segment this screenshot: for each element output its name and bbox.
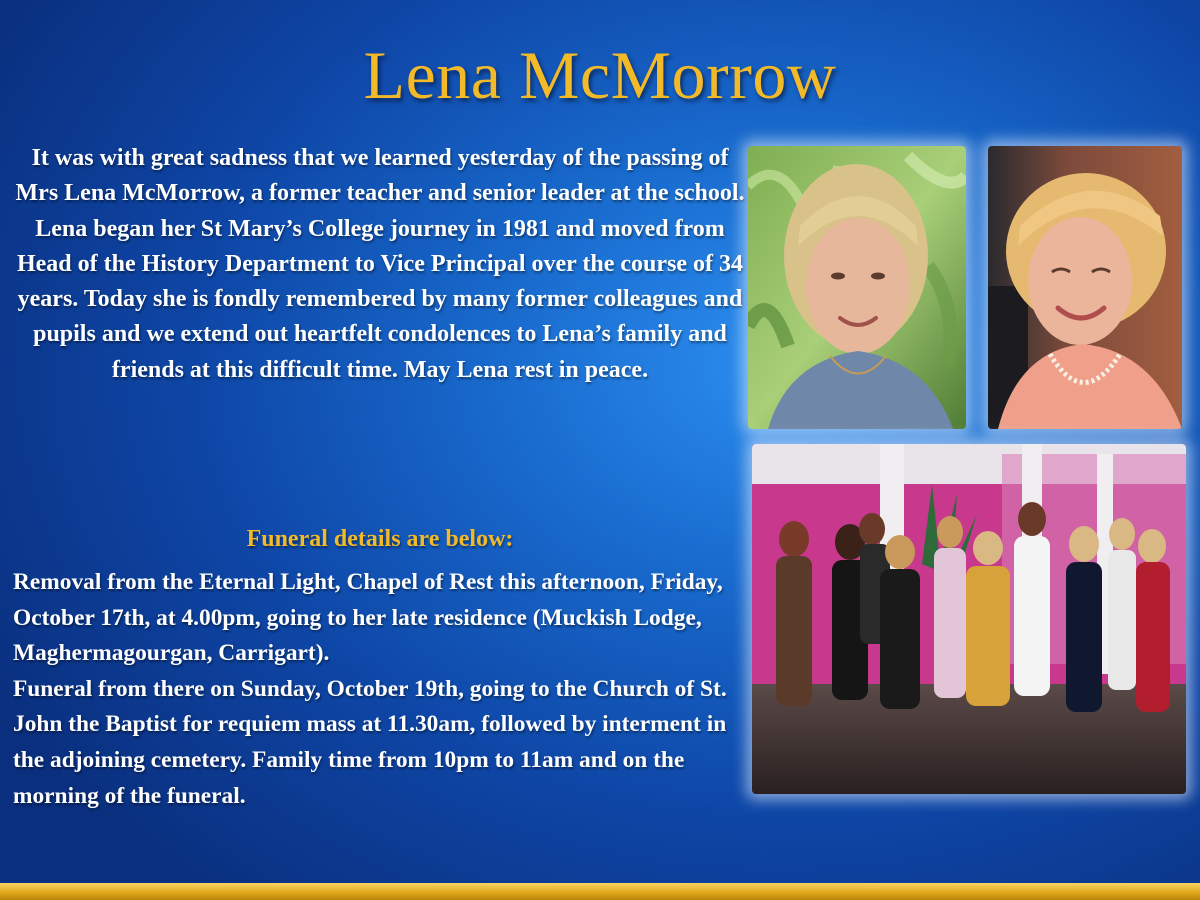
tribute-text: It was with great sadness that we learned yesterday of the passing of Mrs Lena McMorrow, a former teacher and senior leader at the school. Lena began her St Mary’s College journey in 1981 and moved from Head of the History Department to Vice Principal over the course of 34 years. Today she is fondly remembered by many former colleagues and pupils and we extend out heartfelt condolences to Lena’s family and friends at this difficult time. May Lena rest in peace. (15, 145, 745, 383)
portrait-photo-outdoor (748, 146, 966, 429)
funeral-details (13, 565, 753, 814)
page-title: Lena McMorrow (363, 37, 837, 113)
removal-details: Removal from the Eternal Light, Chapel of Rest this afternoon, Friday, October 17th, at 4.00pm, going to her late residence (Muckish Lodge, Maghermagourgan, Carrigart). (13, 569, 723, 667)
portrait-photo-pink (988, 146, 1182, 429)
service-details: Funeral from there on Sunday, October 19th, going to the Church of St. John the Baptist for requiem mass at 11.30am, followed by interment in the adjoining cemetery. Family time from 10pm to 11am and on the morning of the funeral. (13, 675, 727, 809)
group-photo (752, 444, 1186, 794)
funeral-heading: Funeral details are below: (246, 526, 514, 552)
footer-gold-bar (0, 883, 1200, 900)
